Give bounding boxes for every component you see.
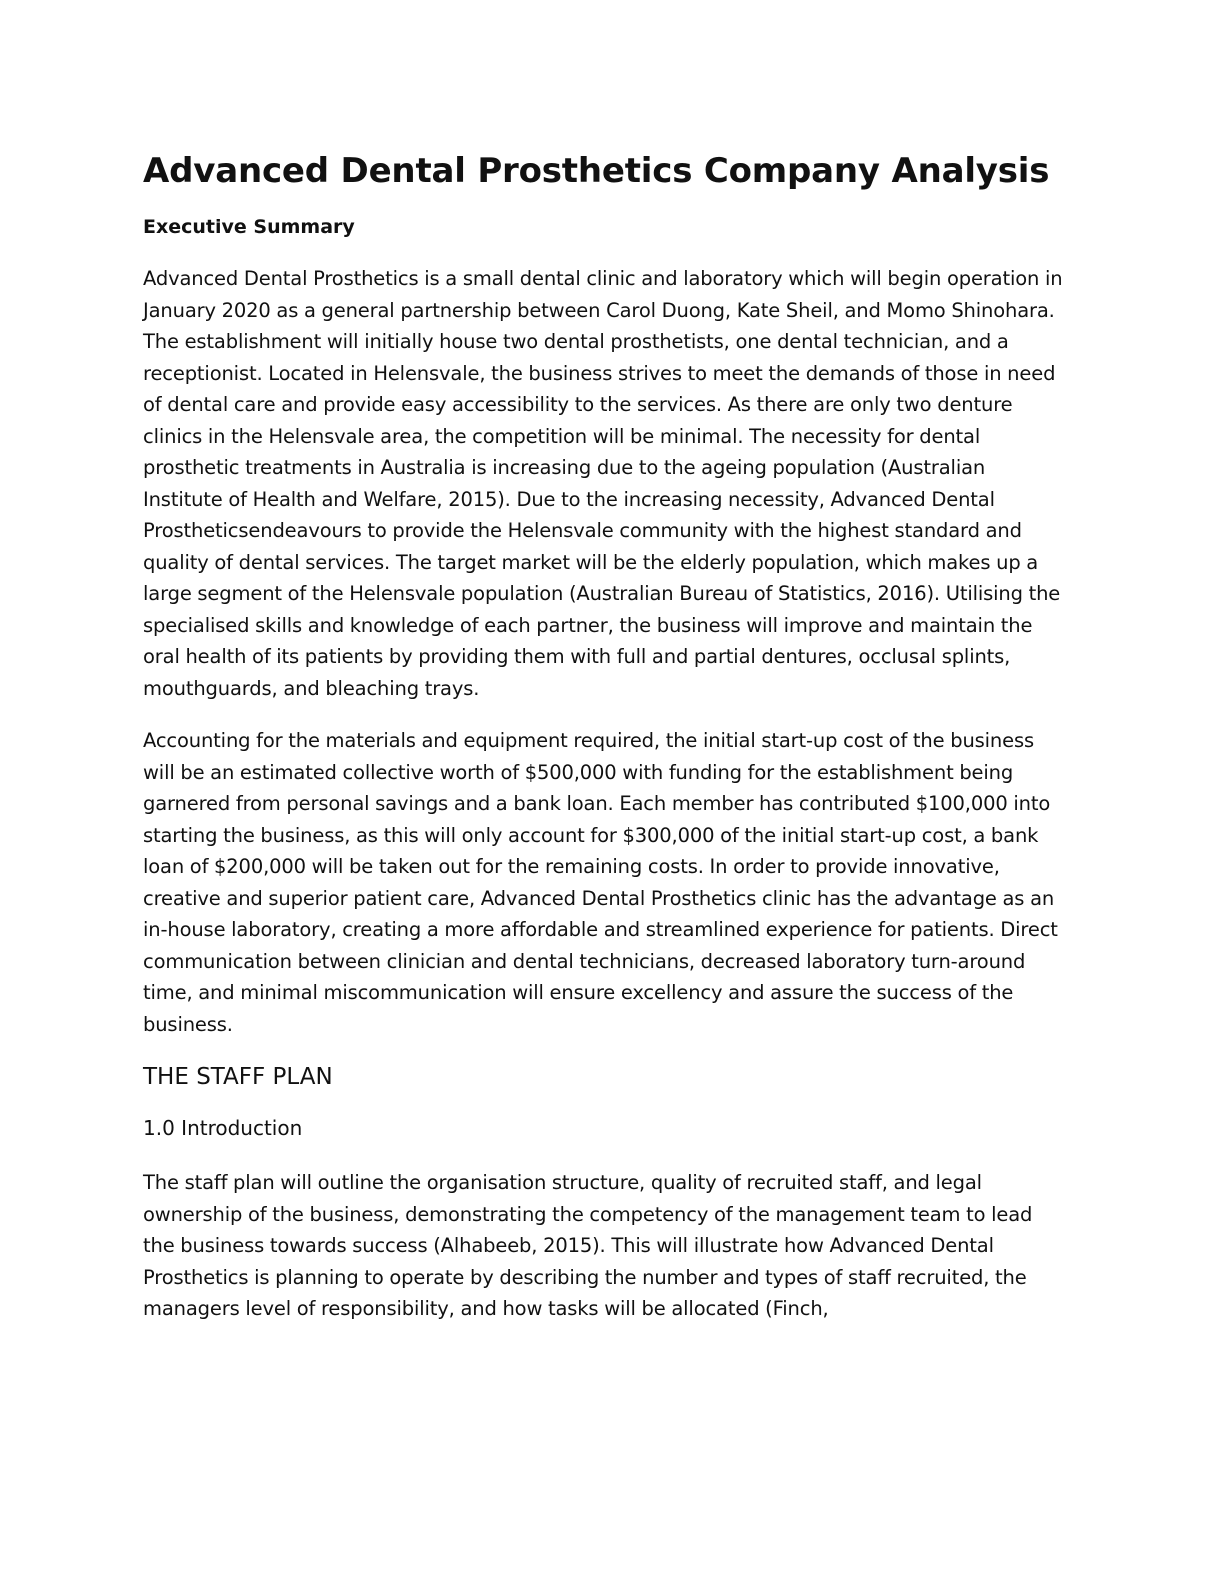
staff-plan-heading: THE STAFF PLAN: [143, 1064, 333, 1090]
executive-summary-paragraph-1: Advanced Dental Prosthetics is a small dental clinic and laboratory which will begin operation in January 2020 as a general partnership between Carol Duong, Kate Sheil, and Momo Shinohara. The establishment will initially house two dental prosthetists, one dental technician, and a receptionist. Located in Helensvale, the business strives to meet the demands of those in need of dental care and provide easy accessibility to the services. As there are only two denture clinics in the Helensvale area, the competition will be minimal. The necessity for dental prosthetic treatments in Australia is increasing due to the ageing population (Australian Institute of Health and Welfare, 2015). Due to the increasing necessity, Advanced Dental Prostheticsendeavours to provide the Helensvale community with the highest standard and quality of dental services. The target market will be the elderly population, which makes up a large segment of the Helensvale population (Australian Bureau of Statistics, 2016). Utilising the specialised skills and knowledge of each partner, the business will improve and maintain the oral health of its patients by providing them with full and partial dentures, occlusal splints, mouthguards, and bleaching trays.: [143, 267, 1063, 700]
document-page: [143, 145, 1065, 1346]
document-title: Advanced Dental Prosthetics Company Analysis: [143, 151, 1050, 191]
executive-summary-paragraph-2: Accounting for the materials and equipment required, the initial start-up cost of the business will be an estimated collective worth of $500,000 with funding for the establishment being garnered from personal savings and a bank loan. Each member has contributed $100,000 into starting the business, as this will only account for $300,000 of the initial start-up cost, a bank loan of $200,000 will be taken out for the remaining costs. In order to provide innovative, creative and superior patient care, Advanced Dental Prosthetics clinic has the advantage as an in-house laboratory, creating a more affordable and streamlined experience for patients. Direct communication between clinician and dental technicians, decreased laboratory turn-around time, and minimal miscommunication will ensure excellency and assure the success of the business.: [143, 729, 1058, 1036]
executive-summary-heading: Executive Summary: [143, 216, 355, 238]
introduction-paragraph: The staff plan will outline the organisation structure, quality of recruited staff, and legal ownership of the business, demonstrating the competency of the management team to lead the business towards success (Alhabeeb, 2015). This will illustrate how Advanced Dental Prosthetics is planning to operate by describing the number and types of staff recruited, the managers level of responsibility, and how tasks will be allocated (Finch,: [143, 1171, 1033, 1320]
introduction-subheading: 1.0 Introduction: [143, 1116, 303, 1140]
